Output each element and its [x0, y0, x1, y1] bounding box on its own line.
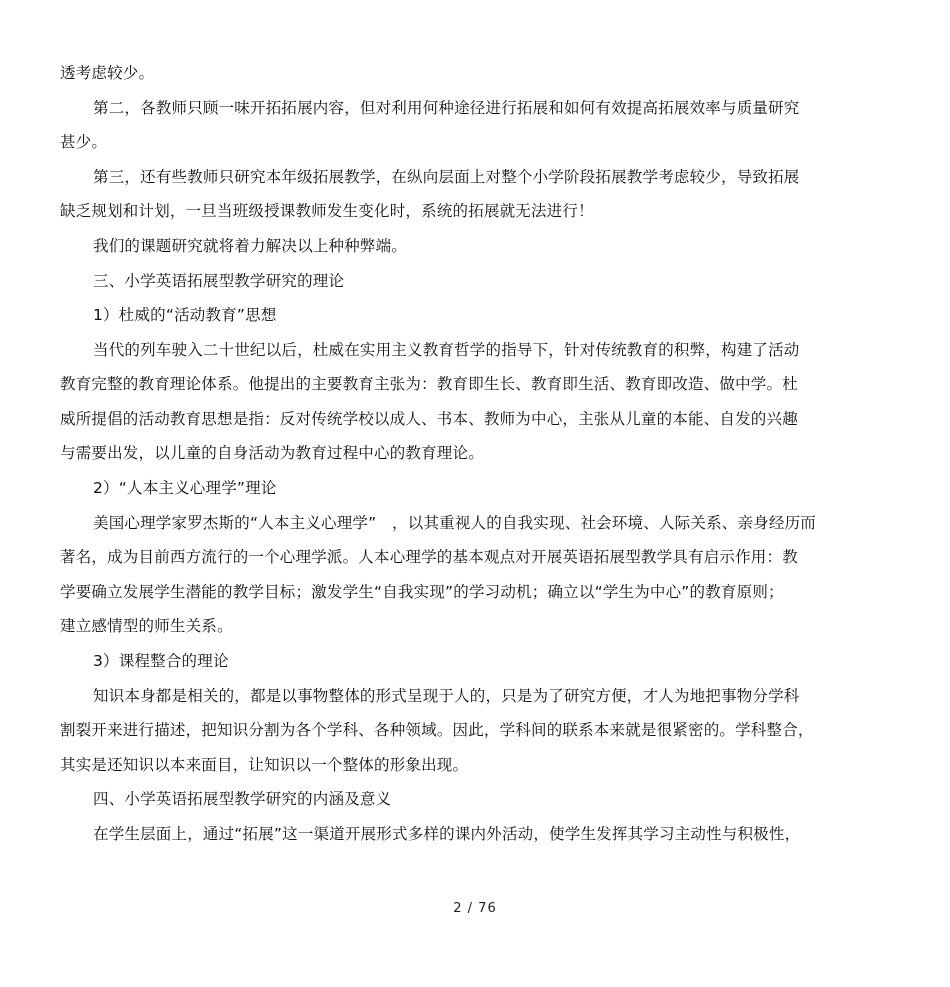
section-heading: 四、小学英语拓展型教学研究的内涵及意义: [93, 790, 392, 808]
text-line: 美国心理学家罗杰斯的“人本主义心理学” ，以其重视人的自我实现、社会环境、人际关系、亲身经历而: [93, 514, 816, 532]
text-line: 透考虑较少。: [60, 64, 155, 82]
text-line: 割裂开来进行描述，把知识分割为各个学科、各种领域。因此，学科间的联系本来就是很紧密的。学科整合，: [60, 721, 814, 739]
text-line: 与需要出发，以儿童的自身活动为教育过程中心的教育理论。: [60, 444, 484, 462]
text-line: 威所提倡的活动教育思想是指：反对传统学校以成人、书本、教师为中心，主张从儿童的本能、自发的兴趣: [60, 410, 798, 428]
text-line: 我们的课题研究就将着力解决以上种种弊端。: [93, 237, 408, 255]
text-line: 在学生层面上，通过“拓展”这一渠道开展形式多样的课内外活动，使学生发挥其学习主动性与积极性，: [93, 825, 801, 843]
text-line: 知识本身都是相关的，都是以事物整体的形式呈现于人的，只是为了研究方便，才人为地把事物分学科: [93, 687, 800, 705]
text-line: 教育完整的教育理论体系。他提出的主要教育主张为：教育即生长、教育即生活、教育即改造、做中学。杜: [60, 375, 798, 393]
text-line: 著名，成为目前西方流行的一个心理学派。人本心理学的基本观点对开展英语拓展型教学具有启示作用：教: [60, 548, 798, 566]
text-line: 当代的列车驶入二十世纪以后，杜威在实用主义教育哲学的指导下，针对传统教育的积弊，构建了活动: [93, 341, 800, 359]
text-line: 第三，还有些教师只研究本年级拓展教学，在纵向层面上对整个小学阶段拓展教学考虑较少，导致拓展: [93, 168, 800, 186]
subsection-heading: 2）“人本主义心理学”理论: [93, 479, 277, 497]
subsection-heading: 1）杜威的“活动教育”思想: [93, 306, 277, 324]
text-line: 甚少。: [60, 133, 108, 151]
section-heading: 三、小学英语拓展型教学研究的理论: [93, 272, 345, 290]
subsection-heading: 3）课程整合的理论: [93, 652, 229, 670]
text-line: 建立感情型的师生关系。: [60, 617, 233, 635]
text-line: 其实是还知识以本来面目，让知识以一个整体的形象出现。: [60, 756, 469, 774]
text-line: 缺乏规划和计划，一旦当班级授课教师发生变化时，系统的拓展就无法进行！: [60, 202, 594, 220]
page-indicator: 2 / 76: [453, 901, 497, 916]
text-line: 第二，各教师只顾一味开拓拓展内容，但对利用何种途径进行拓展和如何有效提高拓展效率与质量研究: [93, 99, 800, 117]
text-line: 学要确立发展学生潜能的教学目标；激发学生“自我实现”的学习动机；确立以“学生为中心”的教育原则；: [60, 583, 784, 601]
